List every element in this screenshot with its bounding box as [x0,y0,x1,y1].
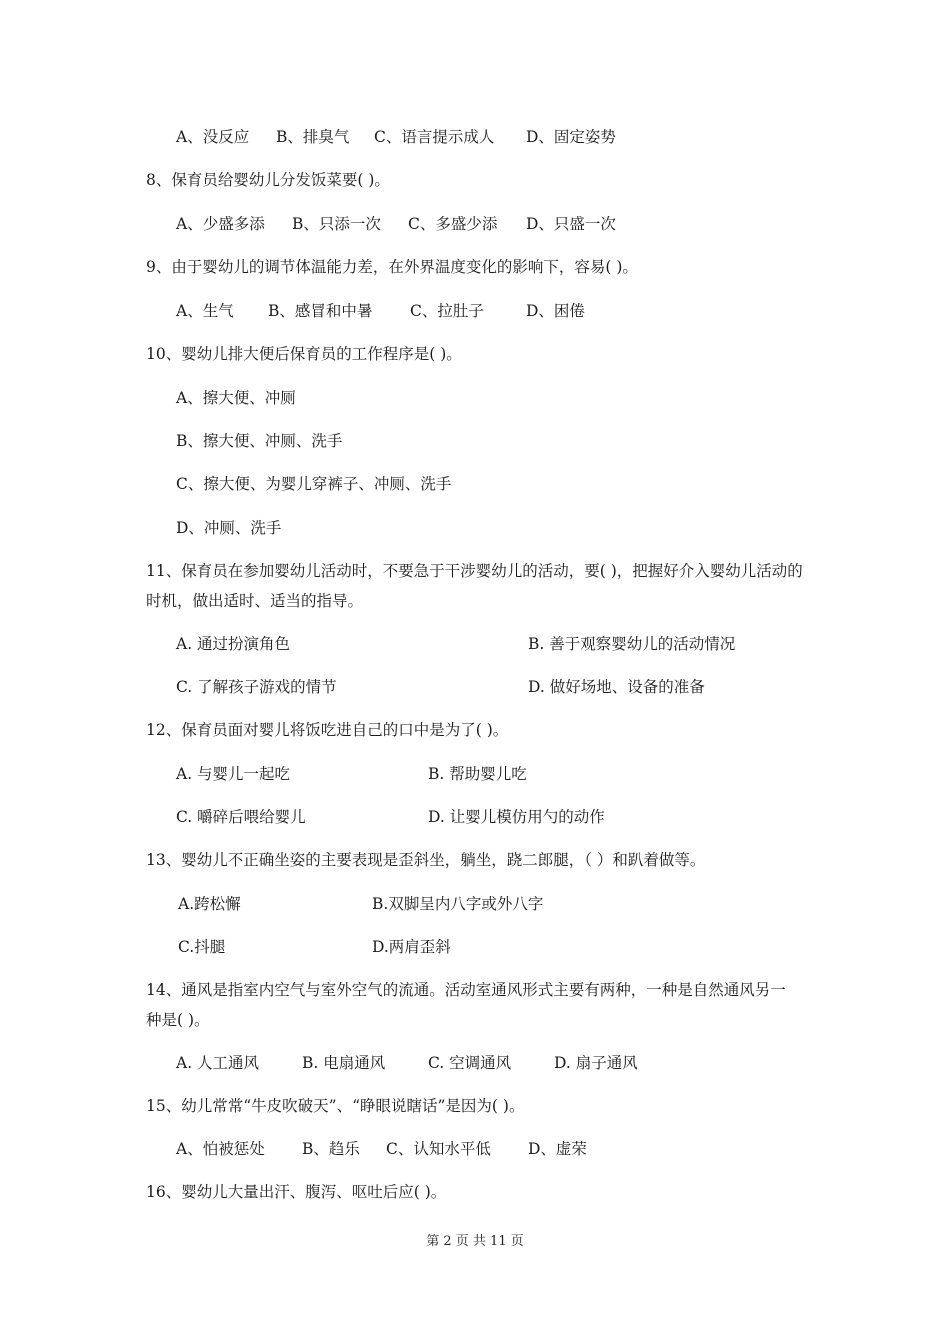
q14-option-c: C. 空调通风 [428,1054,512,1072]
q12-option-b: B. 帮助婴儿吃 [428,765,527,783]
q8-option-c: C、多盛少添 [408,215,498,233]
q9-options [176,300,822,322]
q13-option-a: A.跨松懈 [178,895,241,913]
q11-option-c: C. 了解孩子游戏的情节 [176,678,337,696]
q11-stem: 11、保育员在参加婴幼儿活动时，不要急于干涉婴幼儿的活动，要( )，把握好介入婴幼儿活动的时机，做出适时、适当的指导。 [146,562,803,610]
q7-option-c: C、语言提示成人 [374,128,495,146]
q10-stem: 10、婴幼儿排大便后保育员的工作程序是( )。 [146,345,462,363]
q7-option-b: B、排臭气 [276,128,350,146]
q8-options [176,213,822,235]
q15-stem: 15、幼儿常常“牛皮吹破天”、“睁眼说瞎话”是因为( )。 [146,1097,525,1115]
q15-option-c: C、认知水平低 [386,1140,491,1158]
q11-option-b: B. 善于观察婴幼儿的活动情况 [528,635,736,653]
q8-option-a: A、少盛多添 [176,215,265,233]
q8-option-d: D、只盛一次 [526,215,616,233]
q9-option-b: B、感冒和中暑 [268,302,373,320]
q10-option-c: C、擦大便、为婴儿穿裤子、冲厕、洗手 [176,475,452,493]
q9-option-a: A、生气 [176,302,234,320]
q14-options [176,1052,822,1074]
q10-option-a: A、擦大便、冲厕 [176,389,296,407]
q7-option-a: A、没反应 [176,128,250,146]
q10-option-b: B、擦大便、冲厕、洗手 [176,432,343,450]
q9-option-d: D、困倦 [526,302,585,320]
q16-stem: 16、婴幼儿大量出汗、腹泻、呕吐后应( )。 [146,1183,447,1201]
q13-option-c: C.抖腿 [178,938,226,956]
q8-stem: 8、保育员给婴幼儿分发饭菜要( )。 [146,171,390,189]
q14-option-a: A. 人工通风 [176,1054,260,1072]
q11-option-d: D. 做好场地、设备的准备 [528,678,705,696]
q7-options [176,126,822,148]
q15-option-d: D、虚荣 [528,1140,587,1158]
q12-option-a: A. 与婴儿一起吃 [176,765,291,783]
q9-option-c: C、拉肚子 [410,302,484,320]
q10-option-d: D、冲厕、洗手 [176,519,282,537]
q13-option-d: D.两肩歪斜 [372,938,451,956]
q15-option-b: B、趋乐 [302,1140,360,1158]
q14-option-d: D. 扇子通风 [554,1054,638,1072]
q14-option-b: B. 电扇通风 [302,1054,386,1072]
q12-option-d: D. 让婴儿模仿用勺的动作 [428,808,605,826]
q14-stem: 14、通风是指室内空气与室外空气的流通。活动室通风形式主要有两种，一种是自然通风另一种是( )。 [146,981,786,1029]
q15-options [176,1138,822,1160]
q13-stem: 13、婴幼儿不正确坐姿的主要表现是歪斜坐，躺坐，跷二郎腿，（ ）和趴着做等。 [146,851,706,869]
q12-option-c: C. 嚼碎后喂给婴儿 [176,808,306,826]
q13-option-b: B.双脚呈内八字或外八字 [372,895,544,913]
q12-stem: 12、保育员面对婴儿将饭吃进自己的口中是为了( )。 [146,721,509,739]
q15-option-a: A、怕被惩处 [176,1140,265,1158]
q9-stem: 9、由于婴幼儿的调节体温能力差，在外界温度变化的影响下，容易( )。 [146,258,638,276]
page-number: 第 2 页 共 11 页 [426,1234,524,1249]
q11-option-a: A. 通过扮演角色 [176,635,291,653]
q7-option-d: D、固定姿势 [526,128,616,146]
q8-option-b: B、只添一次 [292,215,381,233]
